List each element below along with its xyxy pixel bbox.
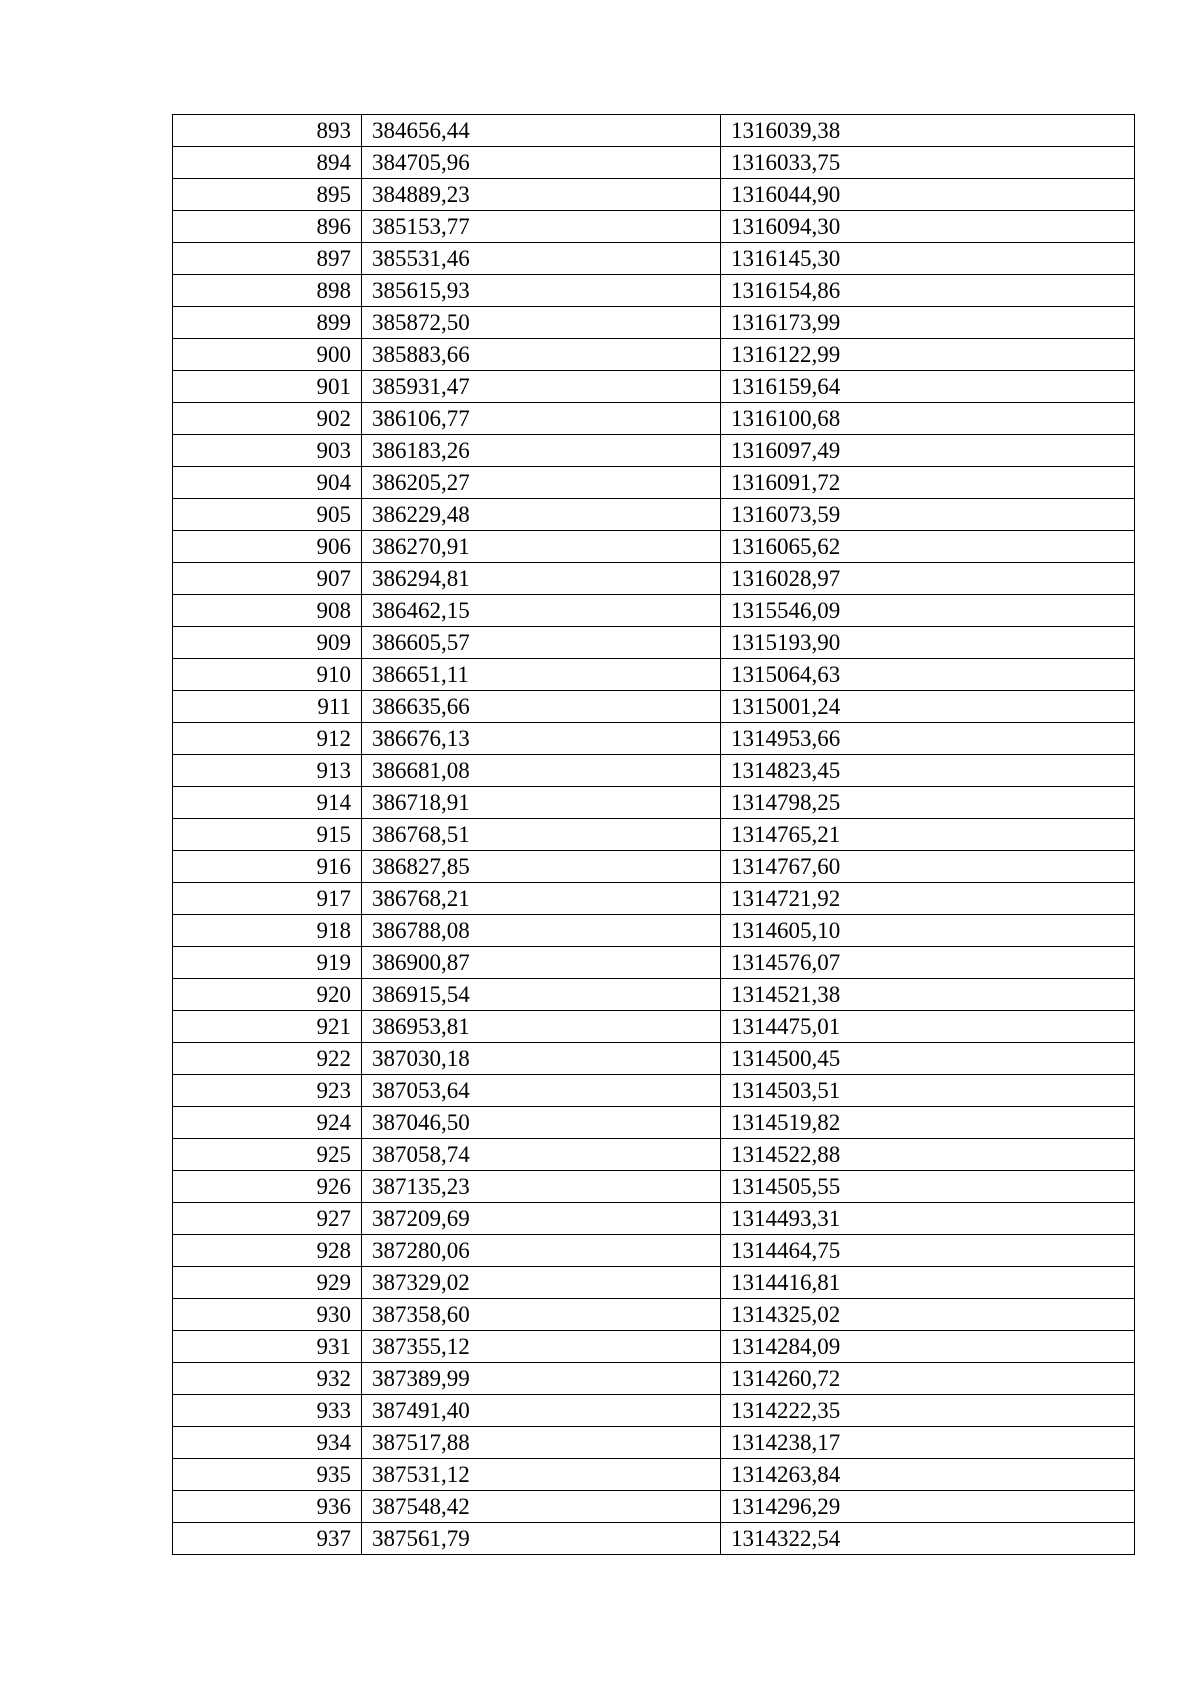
x-coordinate-cell: 386768,51 — [362, 819, 721, 851]
point-number-cell: 927 — [173, 1203, 362, 1235]
x-coordinate-cell: 385531,46 — [362, 243, 721, 275]
y-coordinate-cell: 1315546,09 — [721, 595, 1135, 627]
table-row — [173, 787, 1135, 819]
y-coordinate-cell: 1315193,90 — [721, 627, 1135, 659]
y-coordinate-cell: 1314798,25 — [721, 787, 1135, 819]
y-coordinate-cell: 1314503,51 — [721, 1075, 1135, 1107]
y-coordinate-cell: 1315064,63 — [721, 659, 1135, 691]
y-coordinate-cell: 1314953,66 — [721, 723, 1135, 755]
x-coordinate-cell: 386270,91 — [362, 531, 721, 563]
x-coordinate-cell: 386900,87 — [362, 947, 721, 979]
point-number-cell: 929 — [173, 1267, 362, 1299]
point-number-cell: 913 — [173, 755, 362, 787]
y-coordinate-cell: 1316065,62 — [721, 531, 1135, 563]
point-number-cell: 918 — [173, 915, 362, 947]
point-number-cell: 903 — [173, 435, 362, 467]
point-number-cell: 932 — [173, 1363, 362, 1395]
x-coordinate-cell: 387053,64 — [362, 1075, 721, 1107]
table-row — [173, 1523, 1135, 1555]
point-number-cell: 933 — [173, 1395, 362, 1427]
x-coordinate-cell: 387548,42 — [362, 1491, 721, 1523]
table-row — [173, 979, 1135, 1011]
point-number-cell: 894 — [173, 147, 362, 179]
point-number-cell: 904 — [173, 467, 362, 499]
point-number-cell: 900 — [173, 339, 362, 371]
y-coordinate-cell: 1316097,49 — [721, 435, 1135, 467]
table-row — [173, 1075, 1135, 1107]
x-coordinate-cell: 385153,77 — [362, 211, 721, 243]
table-row — [173, 691, 1135, 723]
point-number-cell: 921 — [173, 1011, 362, 1043]
x-coordinate-cell: 384705,96 — [362, 147, 721, 179]
table-row — [173, 627, 1135, 659]
table-row — [173, 115, 1135, 147]
x-coordinate-cell: 387135,23 — [362, 1171, 721, 1203]
table-row — [173, 1363, 1135, 1395]
point-number-cell: 922 — [173, 1043, 362, 1075]
x-coordinate-cell: 387046,50 — [362, 1107, 721, 1139]
x-coordinate-cell: 385872,50 — [362, 307, 721, 339]
y-coordinate-cell: 1314296,29 — [721, 1491, 1135, 1523]
table-row — [173, 531, 1135, 563]
point-number-cell: 893 — [173, 115, 362, 147]
point-number-cell: 936 — [173, 1491, 362, 1523]
y-coordinate-cell: 1316122,99 — [721, 339, 1135, 371]
y-coordinate-cell: 1314222,35 — [721, 1395, 1135, 1427]
y-coordinate-cell: 1314493,31 — [721, 1203, 1135, 1235]
x-coordinate-cell: 386681,08 — [362, 755, 721, 787]
y-coordinate-cell: 1314260,72 — [721, 1363, 1135, 1395]
table-row — [173, 1267, 1135, 1299]
table-row — [173, 179, 1135, 211]
table-row — [173, 275, 1135, 307]
point-number-cell: 915 — [173, 819, 362, 851]
x-coordinate-cell: 386183,26 — [362, 435, 721, 467]
coordinates-table-body — [173, 115, 1135, 1555]
y-coordinate-cell: 1314284,09 — [721, 1331, 1135, 1363]
y-coordinate-cell: 1316039,38 — [721, 115, 1135, 147]
y-coordinate-cell: 1314576,07 — [721, 947, 1135, 979]
x-coordinate-cell: 385615,93 — [362, 275, 721, 307]
table-row — [173, 1235, 1135, 1267]
point-number-cell: 914 — [173, 787, 362, 819]
x-coordinate-cell: 387209,69 — [362, 1203, 721, 1235]
point-number-cell: 912 — [173, 723, 362, 755]
table-row — [173, 1043, 1135, 1075]
point-number-cell: 911 — [173, 691, 362, 723]
y-coordinate-cell: 1314416,81 — [721, 1267, 1135, 1299]
table-row — [173, 243, 1135, 275]
y-coordinate-cell: 1316044,90 — [721, 179, 1135, 211]
x-coordinate-cell: 386718,91 — [362, 787, 721, 819]
table-row — [173, 1011, 1135, 1043]
x-coordinate-cell: 387355,12 — [362, 1331, 721, 1363]
table-row — [173, 1491, 1135, 1523]
y-coordinate-cell: 1314721,92 — [721, 883, 1135, 915]
table-row — [173, 595, 1135, 627]
y-coordinate-cell: 1314464,75 — [721, 1235, 1135, 1267]
point-number-cell: 926 — [173, 1171, 362, 1203]
x-coordinate-cell: 387389,99 — [362, 1363, 721, 1395]
point-number-cell: 916 — [173, 851, 362, 883]
x-coordinate-cell: 386294,81 — [362, 563, 721, 595]
point-number-cell: 907 — [173, 563, 362, 595]
point-number-cell: 928 — [173, 1235, 362, 1267]
point-number-cell: 910 — [173, 659, 362, 691]
table-row — [173, 499, 1135, 531]
table-row — [173, 1139, 1135, 1171]
x-coordinate-cell: 384889,23 — [362, 179, 721, 211]
x-coordinate-cell: 385883,66 — [362, 339, 721, 371]
table-row — [173, 819, 1135, 851]
table-row — [173, 307, 1135, 339]
y-coordinate-cell: 1314521,38 — [721, 979, 1135, 1011]
point-number-cell: 901 — [173, 371, 362, 403]
point-number-cell: 931 — [173, 1331, 362, 1363]
x-coordinate-cell: 387280,06 — [362, 1235, 721, 1267]
y-coordinate-cell: 1316154,86 — [721, 275, 1135, 307]
table-row — [173, 1299, 1135, 1331]
x-coordinate-cell: 387561,79 — [362, 1523, 721, 1555]
point-number-cell: 906 — [173, 531, 362, 563]
y-coordinate-cell: 1314765,21 — [721, 819, 1135, 851]
y-coordinate-cell: 1314767,60 — [721, 851, 1135, 883]
x-coordinate-cell: 386676,13 — [362, 723, 721, 755]
y-coordinate-cell: 1314505,55 — [721, 1171, 1135, 1203]
table-row — [173, 1459, 1135, 1491]
y-coordinate-cell: 1314519,82 — [721, 1107, 1135, 1139]
table-row — [173, 563, 1135, 595]
coordinates-table — [172, 114, 1135, 1555]
y-coordinate-cell: 1314522,88 — [721, 1139, 1135, 1171]
y-coordinate-cell: 1316100,68 — [721, 403, 1135, 435]
table-row — [173, 1395, 1135, 1427]
y-coordinate-cell: 1314823,45 — [721, 755, 1135, 787]
point-number-cell: 902 — [173, 403, 362, 435]
x-coordinate-cell: 386229,48 — [362, 499, 721, 531]
point-number-cell: 930 — [173, 1299, 362, 1331]
y-coordinate-cell: 1314325,02 — [721, 1299, 1135, 1331]
y-coordinate-cell: 1316159,64 — [721, 371, 1135, 403]
point-number-cell: 899 — [173, 307, 362, 339]
table-row — [173, 1427, 1135, 1459]
table-row — [173, 371, 1135, 403]
point-number-cell: 920 — [173, 979, 362, 1011]
table-row — [173, 147, 1135, 179]
table-row — [173, 435, 1135, 467]
x-coordinate-cell: 387058,74 — [362, 1139, 721, 1171]
table-row — [173, 915, 1135, 947]
y-coordinate-cell: 1314322,54 — [721, 1523, 1135, 1555]
x-coordinate-cell: 387531,12 — [362, 1459, 721, 1491]
x-coordinate-cell: 384656,44 — [362, 115, 721, 147]
x-coordinate-cell: 386788,08 — [362, 915, 721, 947]
y-coordinate-cell: 1316073,59 — [721, 499, 1135, 531]
table-row — [173, 1331, 1135, 1363]
y-coordinate-cell: 1316145,30 — [721, 243, 1135, 275]
x-coordinate-cell: 387491,40 — [362, 1395, 721, 1427]
x-coordinate-cell: 387030,18 — [362, 1043, 721, 1075]
y-coordinate-cell: 1314263,84 — [721, 1459, 1135, 1491]
table-row — [173, 851, 1135, 883]
point-number-cell: 937 — [173, 1523, 362, 1555]
y-coordinate-cell: 1315001,24 — [721, 691, 1135, 723]
x-coordinate-cell: 386827,85 — [362, 851, 721, 883]
table-row — [173, 403, 1135, 435]
table-row — [173, 883, 1135, 915]
x-coordinate-cell: 386915,54 — [362, 979, 721, 1011]
point-number-cell: 895 — [173, 179, 362, 211]
point-number-cell: 919 — [173, 947, 362, 979]
y-coordinate-cell: 1316033,75 — [721, 147, 1135, 179]
table-row — [173, 723, 1135, 755]
y-coordinate-cell: 1314238,17 — [721, 1427, 1135, 1459]
table-row — [173, 1107, 1135, 1139]
table-row — [173, 467, 1135, 499]
point-number-cell: 905 — [173, 499, 362, 531]
point-number-cell: 917 — [173, 883, 362, 915]
x-coordinate-cell: 386651,11 — [362, 659, 721, 691]
x-coordinate-cell: 386106,77 — [362, 403, 721, 435]
table-row — [173, 659, 1135, 691]
point-number-cell: 896 — [173, 211, 362, 243]
table-row — [173, 1203, 1135, 1235]
x-coordinate-cell: 386205,27 — [362, 467, 721, 499]
y-coordinate-cell: 1316173,99 — [721, 307, 1135, 339]
x-coordinate-cell: 387329,02 — [362, 1267, 721, 1299]
point-number-cell: 909 — [173, 627, 362, 659]
x-coordinate-cell: 386768,21 — [362, 883, 721, 915]
x-coordinate-cell: 386953,81 — [362, 1011, 721, 1043]
point-number-cell: 934 — [173, 1427, 362, 1459]
x-coordinate-cell: 386635,66 — [362, 691, 721, 723]
table-row — [173, 211, 1135, 243]
point-number-cell: 924 — [173, 1107, 362, 1139]
table-row — [173, 1171, 1135, 1203]
table-row — [173, 339, 1135, 371]
x-coordinate-cell: 387358,60 — [362, 1299, 721, 1331]
y-coordinate-cell: 1314500,45 — [721, 1043, 1135, 1075]
y-coordinate-cell: 1314475,01 — [721, 1011, 1135, 1043]
point-number-cell: 898 — [173, 275, 362, 307]
x-coordinate-cell: 386605,57 — [362, 627, 721, 659]
y-coordinate-cell: 1316091,72 — [721, 467, 1135, 499]
x-coordinate-cell: 387517,88 — [362, 1427, 721, 1459]
y-coordinate-cell: 1314605,10 — [721, 915, 1135, 947]
table-row — [173, 755, 1135, 787]
point-number-cell: 897 — [173, 243, 362, 275]
point-number-cell: 925 — [173, 1139, 362, 1171]
table-row — [173, 947, 1135, 979]
y-coordinate-cell: 1316028,97 — [721, 563, 1135, 595]
point-number-cell: 923 — [173, 1075, 362, 1107]
y-coordinate-cell: 1316094,30 — [721, 211, 1135, 243]
point-number-cell: 908 — [173, 595, 362, 627]
x-coordinate-cell: 385931,47 — [362, 371, 721, 403]
x-coordinate-cell: 386462,15 — [362, 595, 721, 627]
point-number-cell: 935 — [173, 1459, 362, 1491]
